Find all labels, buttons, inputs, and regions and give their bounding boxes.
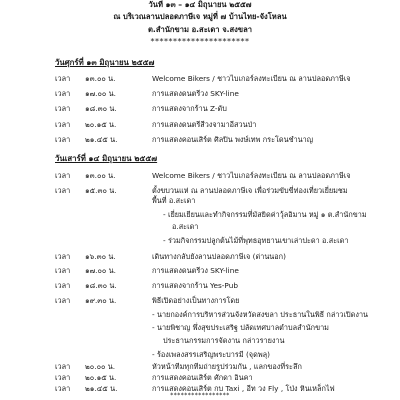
time-label: เวลา — [55, 74, 71, 83]
schedule-row — [0, 252, 400, 266]
tour-detail-line: - ร่วมกิจกรรมปลูกต้นไม้ที่พุทธอุทยานเขาเล่าปะดา อ.สะเดา — [163, 236, 349, 245]
event-text: หัวหน้าทีมทุกทีมถ่ายรูปร่วมกัน , แลกของที่ระลึก — [152, 362, 302, 371]
schedule-row — [0, 120, 400, 134]
time-label: เวลา — [55, 171, 71, 180]
day1-title: วันศุกร์ที่ ๑๓ มิถุนายน ๒๕๕๗ — [55, 58, 155, 67]
event-text: Welcome Bikers / ชาวไบเกอร์ลงทะเบียน ณ ลานปลอดภาษีเจ — [152, 74, 351, 83]
time-label: เวลา — [55, 266, 71, 275]
time-value: ๑๗.๐๐ น. — [85, 89, 116, 98]
time-label: เวลา — [55, 362, 71, 371]
time-value: ๑๕.๓๐ น. — [85, 186, 117, 195]
event-text: การแสดงจากร้าน Z-ดับ — [152, 104, 227, 113]
footer-separator: ***************** — [170, 392, 230, 399]
time-value: ๒๑.๔๕ น. — [85, 384, 118, 393]
time-label: เวลา — [55, 252, 71, 261]
time-value: ๒๐.๑๕ น. — [85, 120, 117, 129]
event-text: เดินทางกลับยังลานปลอดภาษีเจ (ด่านนอก) — [152, 252, 286, 261]
event-text: การแสดงคอนเสิร์ต ศักดา อินคา — [152, 373, 253, 382]
time-value: ๒๐.๑๕ น. — [85, 373, 117, 382]
schedule-row — [0, 186, 400, 200]
event-text: Welcome Bikers / ชาวไบเกอร์ลงทะเบียน ณ ลานปลอดภาษีเจ — [152, 171, 351, 180]
time-value: ๑๗.๐๐ น. — [85, 266, 116, 275]
ceremony-line: - ร้องเพลงสรรเสริญพระบารมี (จุดพลุ) — [152, 350, 270, 359]
event-text: การแสดงดนตรีวง SKY-line — [152, 266, 239, 275]
event-text: การแสดงดนตรีวง SKY-line — [152, 89, 239, 98]
district-heading: ต.สำนักขาม อ.สะเดา จ.สงขลา — [148, 25, 252, 34]
schedule-row — [0, 135, 400, 149]
schedule-row — [0, 171, 400, 185]
time-label: เวลา — [55, 120, 71, 129]
tour-area-text: พื้นที่ อ.สะเดา — [152, 196, 196, 205]
event-text: การแสดงจากร้าน Yes-Pub — [152, 281, 238, 290]
time-label: เวลา — [55, 281, 71, 290]
time-value: ๑๓.๐๐ น. — [85, 171, 116, 180]
time-value: ๑๖.๓๐ น. — [85, 252, 116, 261]
schedule-row — [0, 74, 400, 88]
event-text: การแสดงคอนเสิร์ต ศิลปิน พงษ์เทพ กระโดนชำนาญ — [152, 135, 313, 144]
time-value: ๒๑.๔๕ น. — [85, 135, 118, 144]
header-separator: ********************** — [150, 37, 250, 46]
event-text: การแสดงคอนเสิร์ต กบ Taxi , อีท วง Fly , โป่ง หินเหล็กไฟ — [152, 384, 335, 393]
time-label: เวลา — [55, 373, 71, 382]
event-text: พิธีเปิดอย่างเป็นทางการโดย — [152, 296, 240, 305]
time-value: ๑๙.๓๐ น. — [85, 296, 117, 305]
ceremony-line: - นายกองค์การบริหารส่วนจังหวัดสงขลา ประธานในพิธี กล่าวเปิดงาน — [152, 310, 369, 319]
event-text: ตั้งขบวนแห่ ณ ลานปลอดภาษีเจ เพื่อร่วมขับขี่ท่องเที่ยวเยี่ยมชม — [152, 186, 348, 195]
time-value: ๒๐.๐๐ น. — [85, 362, 116, 371]
schedule-row — [0, 266, 400, 280]
schedule-row — [0, 296, 400, 310]
time-label: เวลา — [55, 104, 71, 113]
time-value: ๑๘.๓๐ น. — [85, 281, 117, 290]
venue-heading: ณ บริเวณลานปลอดภาษีเจ หมู่ที่ ๗ บ้านไทย-จังโหลน — [113, 12, 287, 21]
schedule-row — [0, 281, 400, 295]
time-label: เวลา — [55, 89, 71, 98]
day2-title: วันเสาร์ที่ ๑๔ มิถุนายน ๒๕๕๗ — [55, 154, 158, 163]
ceremony-line: - นายพิชาญ พึ่งสุขประเสริฐ ปลัดเทศบาลตำบลสำนักขาม — [152, 323, 329, 332]
time-label: เวลา — [55, 186, 71, 195]
schedule-row — [0, 104, 400, 118]
time-label: เวลา — [55, 296, 71, 305]
tour-detail-line: - เยี่ยมเยียนและทำกิจกรรมที่มัสยิดค่าวุ้ลอิมาน หมู่ ๑ ต.สำนักขาม — [163, 210, 367, 219]
time-value: ๑๓.๐๐ น. — [85, 74, 116, 83]
schedule-row — [0, 89, 400, 103]
ceremony-line: ประธานกรรมการจัดงาน กล่าวรายงาน — [163, 336, 285, 345]
event-text: การแสดงดนตรีสีวงจามาอีสวนป่า — [152, 120, 257, 129]
time-value: ๑๘.๓๐ น. — [85, 104, 117, 113]
time-label: เวลา — [55, 384, 71, 393]
tour-detail-line: อ.สะเดา — [172, 222, 199, 231]
document-date-heading: วันที่ ๑๓ – ๑๔ มิถุนายน ๒๕๕๗ — [148, 0, 252, 9]
time-label: เวลา — [55, 135, 71, 144]
